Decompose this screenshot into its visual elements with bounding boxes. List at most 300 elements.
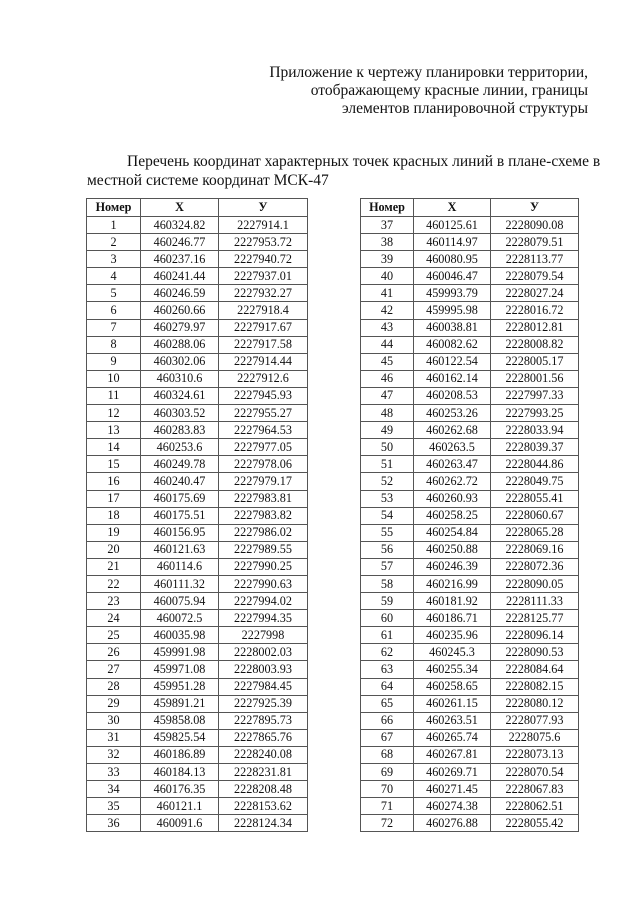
table-row: [361, 285, 579, 302]
x-coordinate-cell: 460249.78: [141, 456, 219, 473]
table-row: [87, 353, 308, 370]
point-number-cell: 52: [361, 473, 414, 490]
table-row: [87, 490, 308, 507]
y-coordinate-cell: 2227945.93: [219, 387, 308, 404]
table-row: [87, 661, 308, 678]
table-row: [361, 541, 579, 558]
point-number-cell: 72: [361, 815, 414, 832]
x-coordinate-cell: 460253.26: [414, 405, 491, 422]
point-number-cell: 16: [87, 473, 141, 490]
point-number-cell: 54: [361, 507, 414, 524]
x-coordinate-cell: 460125.61: [414, 217, 491, 234]
x-coordinate-cell: 460114.97: [414, 234, 491, 251]
y-coordinate-cell: 2228055.41: [491, 490, 579, 507]
point-number-cell: 22: [87, 575, 141, 592]
point-number-cell: 24: [87, 610, 141, 627]
point-number-cell: 65: [361, 695, 414, 712]
table-row: [87, 234, 308, 251]
table-row: [87, 729, 308, 746]
x-coordinate-cell: 460274.38: [414, 798, 491, 815]
table-row: [361, 661, 579, 678]
x-coordinate-cell: 460262.72: [414, 473, 491, 490]
y-coordinate-cell: 2228079.51: [491, 234, 579, 251]
point-number-cell: 31: [87, 729, 141, 746]
x-coordinate-cell: 460237.16: [141, 251, 219, 268]
x-coordinate-cell: 460075.94: [141, 593, 219, 610]
x-coordinate-cell: 460279.97: [141, 319, 219, 336]
table-row: [361, 234, 579, 251]
point-number-cell: 71: [361, 798, 414, 815]
y-coordinate-cell: 2227989.55: [219, 541, 308, 558]
table-row: [87, 422, 308, 439]
point-number-cell: 70: [361, 781, 414, 798]
y-coordinate-cell: 2227984.45: [219, 678, 308, 695]
x-coordinate-cell: 460250.88: [414, 541, 491, 558]
x-coordinate-cell: 460288.06: [141, 336, 219, 353]
table-row: [361, 627, 579, 644]
y-coordinate-cell: 2228079.54: [491, 268, 579, 285]
y-coordinate-cell: 2228012.81: [491, 319, 579, 336]
point-number-cell: 4: [87, 268, 141, 285]
table-row: [87, 439, 308, 456]
table-row: [361, 764, 579, 781]
x-coordinate-cell: 459825.54: [141, 729, 219, 746]
x-coordinate-cell: 460111.32: [141, 575, 219, 592]
document-title-line-1: Перечень координат характерных точек красных линий в плане-схеме в: [127, 153, 601, 170]
x-coordinate-cell: 459858.08: [141, 712, 219, 729]
y-coordinate-cell: 2228090.08: [491, 217, 579, 234]
y-coordinate-cell: 2227994.02: [219, 593, 308, 610]
table-row: [361, 644, 579, 661]
y-coordinate-cell: 2227940.72: [219, 251, 308, 268]
point-number-cell: 64: [361, 678, 414, 695]
column-header-x: Х: [141, 199, 219, 217]
table-row: [87, 370, 308, 387]
y-coordinate-cell: 2228065.28: [491, 524, 579, 541]
table-row: [361, 439, 579, 456]
x-coordinate-cell: 459995.98: [414, 302, 491, 319]
x-coordinate-cell: 460114.6: [141, 558, 219, 575]
point-number-cell: 26: [87, 644, 141, 661]
y-coordinate-cell: 2227918.4: [219, 302, 308, 319]
point-number-cell: 50: [361, 439, 414, 456]
point-number-cell: 2: [87, 234, 141, 251]
x-coordinate-cell: 460240.47: [141, 473, 219, 490]
y-coordinate-cell: 2227994.35: [219, 610, 308, 627]
point-number-cell: 19: [87, 524, 141, 541]
x-coordinate-cell: 460262.68: [414, 422, 491, 439]
y-coordinate-cell: 2228072.36: [491, 558, 579, 575]
point-number-cell: 69: [361, 764, 414, 781]
table-row: [361, 319, 579, 336]
point-number-cell: 1: [87, 217, 141, 234]
point-number-cell: 39: [361, 251, 414, 268]
x-coordinate-cell: 460175.51: [141, 507, 219, 524]
y-coordinate-cell: 2227990.63: [219, 575, 308, 592]
column-header-y: У: [219, 199, 308, 217]
x-coordinate-cell: 459971.08: [141, 661, 219, 678]
table-row: [361, 695, 579, 712]
y-coordinate-cell: 2227917.58: [219, 336, 308, 353]
table-row: [361, 729, 579, 746]
x-coordinate-cell: 460253.6: [141, 439, 219, 456]
x-coordinate-cell: 459951.28: [141, 678, 219, 695]
table-row: [87, 268, 308, 285]
y-coordinate-cell: 2227955.27: [219, 405, 308, 422]
y-coordinate-cell: 2228077.93: [491, 712, 579, 729]
y-coordinate-cell: 2228080.12: [491, 695, 579, 712]
y-coordinate-cell: 2228027.24: [491, 285, 579, 302]
table-row: [87, 815, 308, 832]
y-coordinate-cell: 2227925.39: [219, 695, 308, 712]
y-coordinate-cell: 2227964.53: [219, 422, 308, 439]
point-number-cell: 41: [361, 285, 414, 302]
y-coordinate-cell: 2228090.05: [491, 575, 579, 592]
x-coordinate-cell: 460261.15: [414, 695, 491, 712]
x-coordinate-cell: 460080.95: [414, 251, 491, 268]
x-coordinate-cell: 460175.69: [141, 490, 219, 507]
x-coordinate-cell: 460263.51: [414, 712, 491, 729]
table-row: [87, 781, 308, 798]
table-row: [87, 695, 308, 712]
x-coordinate-cell: 460271.45: [414, 781, 491, 798]
table-row: [361, 490, 579, 507]
x-coordinate-cell: 460091.6: [141, 815, 219, 832]
table-row: [361, 815, 579, 832]
point-number-cell: 6: [87, 302, 141, 319]
x-coordinate-cell: 460121.63: [141, 541, 219, 558]
x-coordinate-cell: 460258.65: [414, 678, 491, 695]
appendix-heading: [168, 64, 588, 118]
table-row: [361, 507, 579, 524]
point-number-cell: 23: [87, 593, 141, 610]
x-coordinate-cell: 460255.34: [414, 661, 491, 678]
y-coordinate-cell: 2228084.64: [491, 661, 579, 678]
x-coordinate-cell: 460072.5: [141, 610, 219, 627]
coordinates-table-left: [86, 198, 308, 832]
point-number-cell: 55: [361, 524, 414, 541]
point-number-cell: 66: [361, 712, 414, 729]
y-coordinate-cell: 2228055.42: [491, 815, 579, 832]
y-coordinate-cell: 2228008.82: [491, 336, 579, 353]
table-row: [361, 524, 579, 541]
table-row: [361, 712, 579, 729]
coordinates-table-right: [360, 198, 579, 832]
point-number-cell: 14: [87, 439, 141, 456]
x-coordinate-cell: 460162.14: [414, 370, 491, 387]
y-coordinate-cell: 2228124.34: [219, 815, 308, 832]
table-body-left: [87, 217, 308, 832]
point-number-cell: 35: [87, 798, 141, 815]
table-row: [87, 285, 308, 302]
table-row: [361, 370, 579, 387]
table-row: [361, 610, 579, 627]
appendix-heading-line-3: элементов планировочной структуры: [341, 100, 588, 117]
point-number-cell: 3: [87, 251, 141, 268]
point-number-cell: 51: [361, 456, 414, 473]
y-coordinate-cell: 2227983.82: [219, 507, 308, 524]
y-coordinate-cell: 2227993.25: [491, 405, 579, 422]
document-title: [87, 152, 607, 190]
table-row: [361, 251, 579, 268]
y-coordinate-cell: 2228125.77: [491, 610, 579, 627]
table-row: [87, 541, 308, 558]
table-row: [87, 524, 308, 541]
point-number-cell: 33: [87, 764, 141, 781]
table-row: [361, 217, 579, 234]
y-coordinate-cell: 2227895.73: [219, 712, 308, 729]
point-number-cell: 18: [87, 507, 141, 524]
y-coordinate-cell: 2228049.75: [491, 473, 579, 490]
y-coordinate-cell: 2228002.03: [219, 644, 308, 661]
point-number-cell: 8: [87, 336, 141, 353]
table-row: [87, 644, 308, 661]
y-coordinate-cell: 2227977.05: [219, 439, 308, 456]
x-coordinate-cell: 460303.52: [141, 405, 219, 422]
table-row: [361, 798, 579, 815]
x-coordinate-cell: 460283.83: [141, 422, 219, 439]
x-coordinate-cell: 459891.21: [141, 695, 219, 712]
table-row: [87, 302, 308, 319]
point-number-cell: 57: [361, 558, 414, 575]
point-number-cell: 27: [87, 661, 141, 678]
table-row: [361, 456, 579, 473]
x-coordinate-cell: 460324.82: [141, 217, 219, 234]
table-row: [361, 387, 579, 404]
table-row: [87, 507, 308, 524]
y-coordinate-cell: 2227914.1: [219, 217, 308, 234]
x-coordinate-cell: 460302.06: [141, 353, 219, 370]
point-number-cell: 59: [361, 593, 414, 610]
y-coordinate-cell: 2227937.01: [219, 268, 308, 285]
y-coordinate-cell: 2227990.25: [219, 558, 308, 575]
y-coordinate-cell: 2227978.06: [219, 456, 308, 473]
table-row: [361, 558, 579, 575]
y-coordinate-cell: 2228208.48: [219, 781, 308, 798]
x-coordinate-cell: 460276.88: [414, 815, 491, 832]
table-row: [87, 575, 308, 592]
y-coordinate-cell: 2228016.72: [491, 302, 579, 319]
point-number-cell: 13: [87, 422, 141, 439]
point-number-cell: 43: [361, 319, 414, 336]
y-coordinate-cell: 2228001.56: [491, 370, 579, 387]
x-coordinate-cell: 460038.81: [414, 319, 491, 336]
document-title-line-2: местной системе координат МСК-47: [87, 172, 329, 189]
y-coordinate-cell: 2228003.93: [219, 661, 308, 678]
y-coordinate-cell: 2228090.53: [491, 644, 579, 661]
y-coordinate-cell: 2227932.27: [219, 285, 308, 302]
y-coordinate-cell: 2228153.62: [219, 798, 308, 815]
point-number-cell: 5: [87, 285, 141, 302]
y-coordinate-cell: 2227997.33: [491, 387, 579, 404]
appendix-heading-line-2: отображающему красные линии, границы: [310, 82, 588, 99]
x-coordinate-cell: 460254.84: [414, 524, 491, 541]
point-number-cell: 45: [361, 353, 414, 370]
x-coordinate-cell: 460082.62: [414, 336, 491, 353]
y-coordinate-cell: 2228067.83: [491, 781, 579, 798]
x-coordinate-cell: 460260.93: [414, 490, 491, 507]
x-coordinate-cell: 460181.92: [414, 593, 491, 610]
point-number-cell: 61: [361, 627, 414, 644]
point-number-cell: 32: [87, 746, 141, 763]
x-coordinate-cell: 460246.59: [141, 285, 219, 302]
table-row: [361, 781, 579, 798]
y-coordinate-cell: 2227983.81: [219, 490, 308, 507]
y-coordinate-cell: 2227979.17: [219, 473, 308, 490]
table-row: [361, 302, 579, 319]
point-number-cell: 9: [87, 353, 141, 370]
point-number-cell: 20: [87, 541, 141, 558]
column-header-x: Х: [414, 199, 491, 217]
x-coordinate-cell: 460186.71: [414, 610, 491, 627]
x-coordinate-cell: 460263.5: [414, 439, 491, 456]
x-coordinate-cell: 459991.98: [141, 644, 219, 661]
x-coordinate-cell: 460046.47: [414, 268, 491, 285]
x-coordinate-cell: 460310.6: [141, 370, 219, 387]
column-header-y: У: [491, 199, 579, 217]
table-header-row: [87, 199, 308, 217]
table-row: [87, 217, 308, 234]
x-coordinate-cell: 460121.1: [141, 798, 219, 815]
y-coordinate-cell: 2228005.17: [491, 353, 579, 370]
point-number-cell: 11: [87, 387, 141, 404]
y-coordinate-cell: 2228039.37: [491, 439, 579, 456]
table-row: [87, 798, 308, 815]
x-coordinate-cell: 460122.54: [414, 353, 491, 370]
point-number-cell: 63: [361, 661, 414, 678]
y-coordinate-cell: 2228062.51: [491, 798, 579, 815]
y-coordinate-cell: 2228240.08: [219, 746, 308, 763]
y-coordinate-cell: 2227998: [219, 627, 308, 644]
x-coordinate-cell: 460035.98: [141, 627, 219, 644]
x-coordinate-cell: 460324.61: [141, 387, 219, 404]
table-row: [361, 473, 579, 490]
point-number-cell: 68: [361, 746, 414, 763]
point-number-cell: 49: [361, 422, 414, 439]
table-row: [87, 627, 308, 644]
table-row: [87, 405, 308, 422]
table-row: [361, 746, 579, 763]
y-coordinate-cell: 2227865.76: [219, 729, 308, 746]
table-row: [361, 353, 579, 370]
x-coordinate-cell: 460241.44: [141, 268, 219, 285]
point-number-cell: 46: [361, 370, 414, 387]
table-row: [361, 336, 579, 353]
point-number-cell: 60: [361, 610, 414, 627]
y-coordinate-cell: 2228070.54: [491, 764, 579, 781]
table-row: [87, 764, 308, 781]
table-row: [361, 678, 579, 695]
table-row: [87, 251, 308, 268]
point-number-cell: 53: [361, 490, 414, 507]
y-coordinate-cell: 2227917.67: [219, 319, 308, 336]
x-coordinate-cell: 460184.13: [141, 764, 219, 781]
x-coordinate-cell: 460267.81: [414, 746, 491, 763]
column-header-number: Номер: [87, 199, 141, 217]
point-number-cell: 67: [361, 729, 414, 746]
table-row: [361, 575, 579, 592]
table-row: [87, 558, 308, 575]
table-row: [87, 319, 308, 336]
point-number-cell: 17: [87, 490, 141, 507]
point-number-cell: 48: [361, 405, 414, 422]
x-coordinate-cell: 459993.79: [414, 285, 491, 302]
point-number-cell: 29: [87, 695, 141, 712]
point-number-cell: 62: [361, 644, 414, 661]
table-body-right: [361, 217, 579, 832]
table-row: [87, 456, 308, 473]
y-coordinate-cell: 2228069.16: [491, 541, 579, 558]
y-coordinate-cell: 2228096.14: [491, 627, 579, 644]
x-coordinate-cell: 460245.3: [414, 644, 491, 661]
point-number-cell: 12: [87, 405, 141, 422]
y-coordinate-cell: 2227986.02: [219, 524, 308, 541]
point-number-cell: 47: [361, 387, 414, 404]
x-coordinate-cell: 460258.25: [414, 507, 491, 524]
x-coordinate-cell: 460176.35: [141, 781, 219, 798]
x-coordinate-cell: 460260.66: [141, 302, 219, 319]
y-coordinate-cell: 2228073.13: [491, 746, 579, 763]
table-row: [361, 268, 579, 285]
point-number-cell: 38: [361, 234, 414, 251]
table-row: [87, 746, 308, 763]
point-number-cell: 40: [361, 268, 414, 285]
point-number-cell: 36: [87, 815, 141, 832]
table-row: [87, 610, 308, 627]
point-number-cell: 42: [361, 302, 414, 319]
y-coordinate-cell: 2228060.67: [491, 507, 579, 524]
x-coordinate-cell: 460235.96: [414, 627, 491, 644]
x-coordinate-cell: 460246.77: [141, 234, 219, 251]
point-number-cell: 25: [87, 627, 141, 644]
y-coordinate-cell: 2228111.33: [491, 593, 579, 610]
x-coordinate-cell: 460186.89: [141, 746, 219, 763]
y-coordinate-cell: 2228075.6: [491, 729, 579, 746]
x-coordinate-cell: 460246.39: [414, 558, 491, 575]
y-coordinate-cell: 2228082.15: [491, 678, 579, 695]
table-row: [361, 593, 579, 610]
point-number-cell: 7: [87, 319, 141, 336]
y-coordinate-cell: 2228033.94: [491, 422, 579, 439]
point-number-cell: 37: [361, 217, 414, 234]
y-coordinate-cell: 2228044.86: [491, 456, 579, 473]
y-coordinate-cell: 2228113.77: [491, 251, 579, 268]
point-number-cell: 10: [87, 370, 141, 387]
y-coordinate-cell: 2227914.44: [219, 353, 308, 370]
x-coordinate-cell: 460263.47: [414, 456, 491, 473]
x-coordinate-cell: 460265.74: [414, 729, 491, 746]
point-number-cell: 30: [87, 712, 141, 729]
point-number-cell: 28: [87, 678, 141, 695]
point-number-cell: 44: [361, 336, 414, 353]
y-coordinate-cell: 2227912.6: [219, 370, 308, 387]
y-coordinate-cell: 2228231.81: [219, 764, 308, 781]
x-coordinate-cell: 460269.71: [414, 764, 491, 781]
point-number-cell: 15: [87, 456, 141, 473]
table-row: [87, 593, 308, 610]
table-row: [87, 473, 308, 490]
y-coordinate-cell: 2227953.72: [219, 234, 308, 251]
table-row: [87, 712, 308, 729]
point-number-cell: 58: [361, 575, 414, 592]
point-number-cell: 21: [87, 558, 141, 575]
table-row: [361, 422, 579, 439]
table-row: [87, 336, 308, 353]
x-coordinate-cell: 460156.95: [141, 524, 219, 541]
point-number-cell: 34: [87, 781, 141, 798]
x-coordinate-cell: 460216.99: [414, 575, 491, 592]
point-number-cell: 56: [361, 541, 414, 558]
